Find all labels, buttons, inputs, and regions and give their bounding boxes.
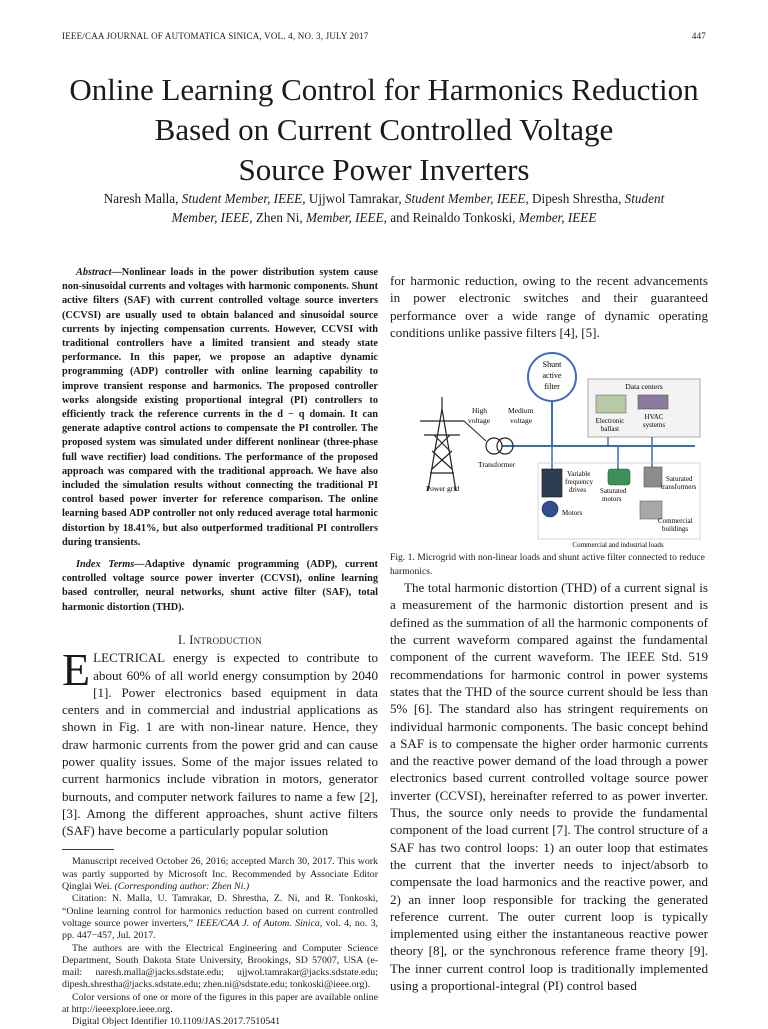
- saturated-motors-icon: [608, 469, 630, 485]
- author-line-1: [70, 189, 698, 208]
- ballast-icon: [596, 395, 626, 413]
- footnote-color-note: Color versions of one or more of the figures in this paper are available online at http://ieeexplore.ieee.org.: [62, 991, 378, 1016]
- footnote-affiliation: The authors are with the Electrical Engineering and Computer Science Department, South Dakota State University, Brookings, SD 57007, USA (e-mail: naresh.malla@jacks.sdstate.edu; ujjwol.tamrakar@jacks.sdstate.edu; dipesh.shrestha@jacks.sdstate.edu; zhen.ni@sdstate.edu; tonkoski@ieee.org).: [62, 942, 378, 991]
- citation-text: Citation: N. Malla, U. Tamrakar, D. Shrestha, Z. Ni, and R. Tonkoski, “Online learning control for harmonics reduction based on current controlled voltage source power inverters,”: [62, 893, 378, 929]
- ballast-label-1: Electronic: [595, 417, 625, 426]
- right-intro-paragraph: for harmonic reduction, owing to the recent advancements in power electronic switches and their guaranteed performance over a wide range of dynamic operating conditions unlike passive filters [4], [5].: [390, 273, 708, 340]
- running-header: [62, 31, 706, 41]
- author-membership: Student: [624, 191, 665, 206]
- right-body-paragraph: The total harmonic distortion (THD) of a current signal is a measurement of the harmonic distortion present and is defined as the summation of all the harmonic components of the current waveform compared against the fundamental component of the current waveform. The IEEE Std. 519 recommendations for harmonic control in power systems states that the THD of the source current should be less than 5% [6]. The standard also has stringent requirements on individual harmonic components. The basic concept behind a SAF is to compensate the higher order harmonic currents and the reactive power demand of the load through a power electronics based current controlled voltage source power inverter (CCVSI), hereinafter referred to as power inverter. Thus, the source only needs to provide the fundamental component of the load current [7]. The control structure of a SAF has two control loops: 1) an outer loop that estimates the current that the inverter needs to inject/absorb to compensate the load harmonics and the reactive power, and 2) an inner loop responsible for tracking the generated reference current. The outer current loop is typically implemented using either the instantaneous reactive power theory [8], or the synchronous reference frame theory [9]. The inner current control loop is traditionally implemented using a proportional-integral (PI) control based: [390, 580, 708, 994]
- figure-caption: Fig. 1. Microgrid with non-linear loads and shunt active filter connected to reduce harmonics.: [390, 552, 705, 578]
- hvac-icon: [638, 395, 668, 409]
- citation-journal: IEEE/CAA J. of Autom. Sinica: [196, 917, 320, 929]
- author-line-2: [70, 208, 698, 227]
- saturated-transformers-label-2: transformers: [661, 483, 697, 492]
- title-line: Source Power Inverters: [238, 152, 530, 187]
- author-name: Zhen Ni,: [252, 210, 307, 225]
- motor-icon: [542, 501, 558, 517]
- author-name: Dipesh Shrestha,: [528, 191, 625, 206]
- journal-name: IEEE/CAA JOURNAL OF AUTOMATICA SINICA, VOL. 4, NO. 3, JULY 2017: [62, 31, 369, 41]
- vfd-label-2: frequency: [565, 478, 593, 487]
- index-terms-lead: Index Terms: [76, 559, 135, 571]
- abstract-lead: Abstract: [76, 267, 112, 278]
- author-name: Naresh Malla,: [103, 191, 182, 206]
- author-name: Ujjwol Tamrakar,: [305, 191, 405, 206]
- vfd-label-3: drives: [569, 486, 587, 495]
- saturated-motors-label-1: Saturated: [600, 487, 627, 496]
- footnote-manuscript: [62, 856, 378, 893]
- data-centers-label: Data centers: [625, 382, 663, 392]
- medium-voltage-label-1: Medium: [508, 406, 534, 416]
- left-column: [62, 266, 378, 1029]
- citation-volume: , vol. 4, no. 3, pp. 447−457, Jul. 2017.: [62, 917, 378, 942]
- transmission-tower-icon: [420, 397, 464, 494]
- index-terms: [62, 558, 378, 615]
- shunt-label-2: active: [542, 371, 562, 381]
- high-voltage-label-2: voltage: [468, 416, 491, 426]
- author-membership: Student Member, IEEE,: [404, 191, 529, 206]
- shunt-label-3: filter: [544, 382, 560, 392]
- corresponding-author: (Corresponding author: Zhen Ni.): [114, 881, 250, 893]
- vfd-icon: [542, 469, 562, 497]
- author-membership: Student Member, IEEE,: [181, 191, 306, 206]
- figure-1: [390, 351, 708, 551]
- high-voltage-label-1: High: [472, 406, 487, 416]
- author-membership: Member, IEEE,: [306, 210, 387, 225]
- vfd-label-1: Variable: [567, 470, 591, 479]
- hvac-label-2: systems: [642, 421, 666, 430]
- right-column: [390, 272, 708, 994]
- paper-title: [40, 70, 728, 190]
- title-line: Based on Current Controlled Voltage: [154, 112, 614, 147]
- footnote-rule: [62, 849, 114, 850]
- saturated-transformers-label-1: Saturated: [666, 475, 693, 484]
- index-terms-text: —Adaptive dynamic programming (ADP), current controlled voltage source power inverter (CCVSI), online learning based controller, neural networks, shunt active filter (SAF), total harmonic distortion (THD).: [62, 559, 378, 613]
- medium-voltage-label-2: voltage: [510, 416, 533, 426]
- motors-label: Motors: [562, 509, 583, 518]
- title-line: Online Learning Control for Harmonics Reduction: [69, 72, 699, 107]
- manuscript-note: Manuscript received October 26, 2016; accepted March 30, 2017. This work was partly supported by Microsoft Inc. Recommended by Associate Editor Qinglai Wei.: [62, 856, 378, 893]
- introduction-text: LECTRICAL energy is expected to contribute to about 60% of all world energy consumption by 2040 [1]. Power electronics based equipment in data centers and in commercial and industrial applications as shown in Fig. 1 are with non-linear nature. Hence, they draw harmonic currents from the power grid and can cause power quality issues. Some of the major issues related to current harmonics include vibration in motors, generator burnouts, and computer network failures to name a few [2], [3]. Among the different approaches, shunt active filters (SAF) have become a particularly popular solution: [62, 650, 378, 839]
- loads-caption-label: Commercial and industrial loads: [572, 541, 664, 550]
- footnotes: [62, 856, 378, 1028]
- transformer-label: Transformer: [478, 460, 516, 470]
- ballast-label-2: ballast: [600, 425, 620, 434]
- author-list: [70, 189, 698, 227]
- abstract-text: —Nonlinear loads in the power distribution system cause non-sinusoidal currents and voltages with harmonic components. Shunt active filters (SAF) with current controlled voltage source inverters (CCVSI) are usually used to obtain balanced and sinusoidal source currents by injecting compensation currents. However, CCVSI with traditional controllers have a limited transient and steady state performance. In this paper, we propose an adaptive dynamic programming (ADP) controller with online learning capability to improve transient response and harmonics. The proposed controller works alongside existing proportional integral (PI) controllers to efficiently track the reference currents in the d − q domain. It can generate adaptive control actions to compensate the PI controller. The proposed system was simulated under different nonlinear (three-phase full wave rectifier) load conditions. The performance of the proposed approach was compared with the traditional approach. We have also included the simulation results without connecting the traditional PI control based power inverter for reference comparison. The online learning based ADP controller not only reduced average total harmonic distortion by 18.41%, but also outperformed traditional PI controllers during transients.: [62, 267, 378, 548]
- section-heading: I. Introduction: [178, 632, 262, 647]
- introduction-paragraph: [62, 644, 378, 839]
- saturated-transformer-icon: [644, 467, 662, 487]
- drop-cap: E: [62, 644, 91, 696]
- commercial-buildings-label-2: buildings: [662, 525, 689, 534]
- commercial-buildings-label-1: Commercial: [658, 517, 693, 526]
- author-membership: Member, IEEE: [518, 210, 597, 225]
- shunt-label-1: Shunt: [542, 360, 562, 370]
- saturated-motors-label-2: motors: [602, 495, 622, 504]
- abstract: [62, 266, 378, 550]
- author-membership: Member, IEEE,: [171, 210, 253, 225]
- author-name: and Reinaldo Tonkoski,: [386, 210, 519, 225]
- page-number: 447: [691, 31, 706, 41]
- footnote-citation: [62, 893, 378, 942]
- microgrid-diagram: [390, 351, 708, 551]
- power-grid-label: Power grid: [426, 484, 460, 494]
- footnote-doi: Digital Object Identifier 10.1109/JAS.2017.7510541: [72, 1016, 281, 1028]
- hvac-label-1: HVAC: [644, 413, 664, 422]
